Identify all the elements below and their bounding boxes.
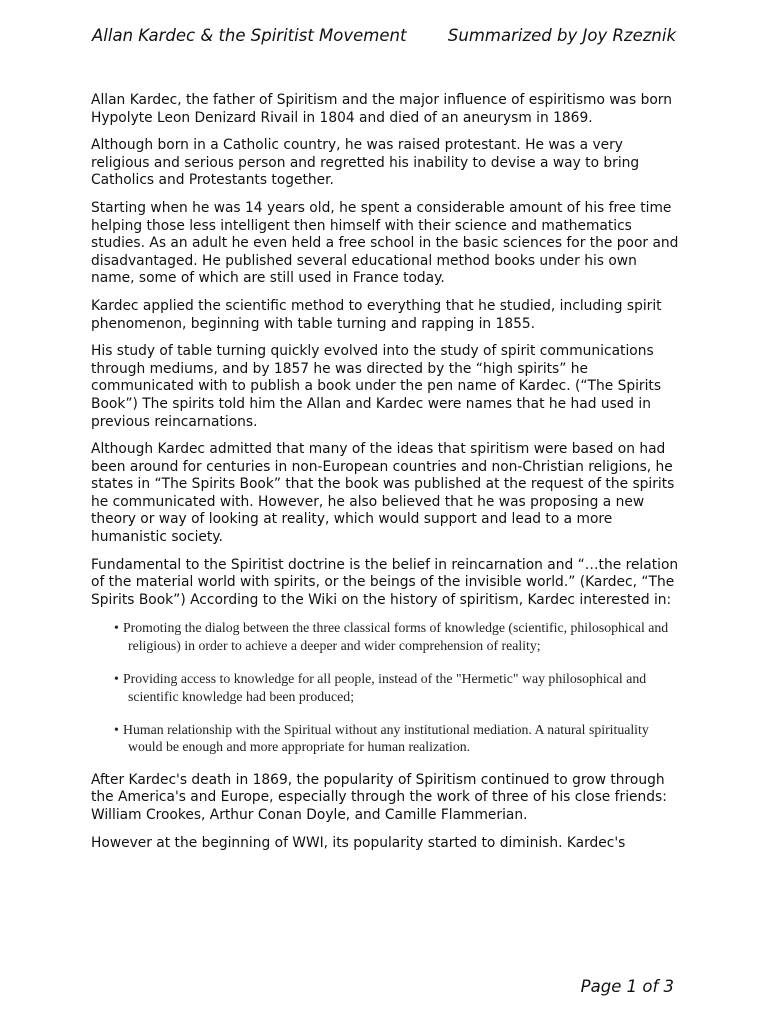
body-paragraph: Allan Kardec, the father of Spiritism and the major influence of espiritismo was born Hypolyte Leon Denizard Rivail in 1804 and died of an aneurysm in 1869.: [91, 92, 672, 126]
body-paragraph: After Kardec's death in 1869, the popularity of Spiritism continued to grow through the America's and Europe, especially through the work of three of his close friends: William Crookes, Arthur Conan Doyle, and Camille Flammerian.: [91, 771, 667, 824]
document-author: Summarized by Joy Rzeznik: [447, 26, 676, 45]
list-item-text: Promoting the dialog between the three classical forms of knowledge (scientific, philosophical and religious) in order to achieve a deeper and wider comprehension of reality;: [123, 620, 669, 653]
interest-list: [91, 619, 681, 755]
page-header: [92, 24, 676, 50]
list-item: [114, 670, 681, 705]
document-title: Allan Kardec & the Spiritist Movement: [92, 26, 407, 45]
body-paragraph: Kardec applied the scientific method to everything that he studied, including spirit phenomenon, beginning with table turning and rapping in 1855.: [91, 297, 662, 332]
bullet-marker: •: [114, 722, 119, 738]
body-paragraph: However at the beginning of WWI, its popularity started to diminish. Kardec's: [91, 834, 626, 851]
body-paragraph: Fundamental to the Spiritist doctrine is the belief in reincarnation and “…the relation of the material world with spirits, or the beings of the invisible world.” (Kardec, “The Spirits Book”) According to the Wiki on the history of spiritism, Kardec interested in:: [91, 556, 679, 608]
body-paragraph: Starting when he was 14 years old, he spent a considerable amount of his free time helping those less intelligent then himself with their science and mathematics studies. As an adult he even held a free school in the basic sciences for the poor and disadvantaged. He published several educational method books under his own name, some of which are still used in France today.: [91, 199, 679, 287]
list-item-text: Providing access to knowledge for all people, instead of the "Hermetic" way philosophical and scientific knowledge had been produced;: [123, 671, 647, 704]
body-paragraph: Although born in a Catholic country, he was raised protestant. He was a very religious and serious person and regretted his inability to devise a way to bring Catholics and Protestants together.: [91, 137, 640, 189]
bullet-marker: •: [114, 620, 119, 636]
list-item-text: Human relationship with the Spiritual without any institutional mediation. A natural spirituality would be enough and more appropriate for human realization.: [123, 722, 649, 755]
list-item: [114, 721, 681, 756]
document-body: [91, 92, 681, 862]
list-item: [114, 619, 681, 654]
body-paragraph: His study of table turning quickly evolved into the study of spirit communications through mediums, and by 1857 he was directed by the “high spirits” he communicated with to publish a book under the pen name of Kardec. (“The Spirits Book”) The spirits told him the Allan and Kardec were names that he had used in previous reincarnations.: [91, 343, 662, 430]
page-number: Page 1 of 3: [580, 977, 674, 996]
bullet-marker: •: [114, 671, 119, 687]
body-paragraph: Although Kardec admitted that many of the ideas that spiritism were based on had been around for centuries in non-European countries and non-Christian religions, he states in “The Spirits Book” that the book was published at the request of the spirits he communicated with. However, he also believed that he was proposing a new theory or way of looking at reality, which would support and lead to a more humanistic society.: [91, 441, 675, 546]
